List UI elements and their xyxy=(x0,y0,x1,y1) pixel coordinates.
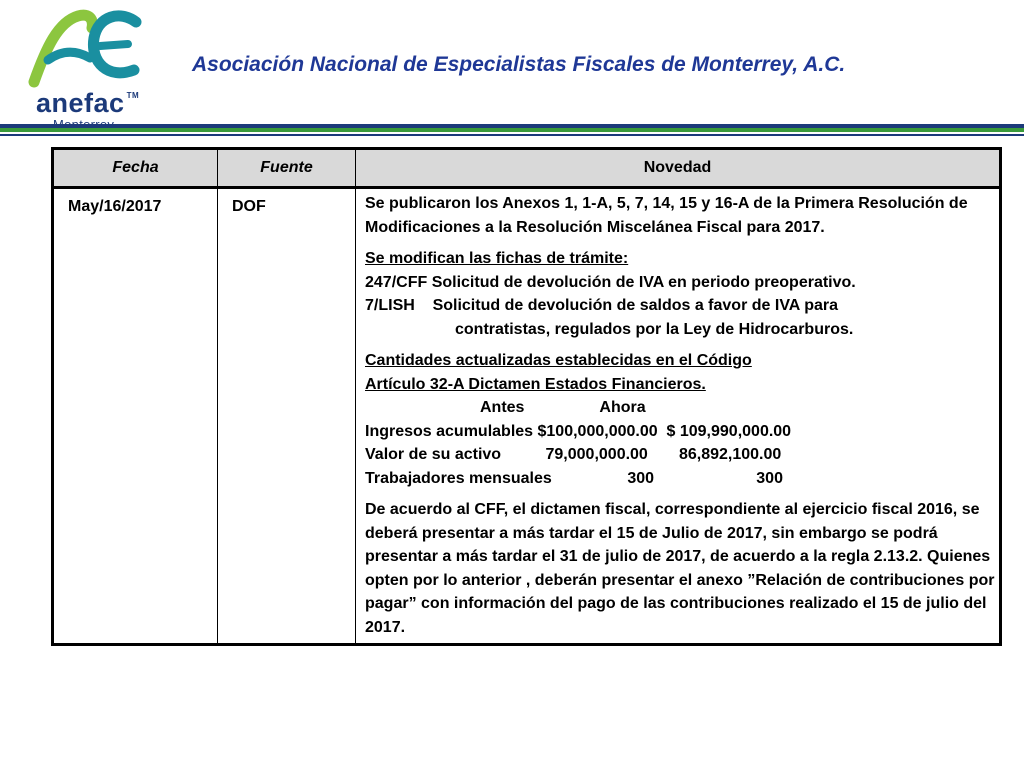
cell-news xyxy=(356,188,1001,645)
news-deadline-paragraph: De acuerdo al CFF, el dictamen fiscal, correspondiente al ejercicio fiscal 2016, se deberá presentar a más tardar el 15 de Julio de 2017, sin embargo se podrá presentar a más tardar el 31 de julio de 2017, de acuerdo a la regla 2.13.2. Quienes opten por lo anterior , deberán presentar el anexo ”Relación de contribuciones por pagar” con información del pago de las contribuciones realizado el 15 de julio del 2017. xyxy=(365,501,995,636)
cell-date: May/16/2017 xyxy=(53,188,218,645)
header-news: Novedad xyxy=(356,149,1001,188)
amounts-heading-2: Artículo 32-A Dictamen Estados Financieros. xyxy=(365,375,706,393)
procedure-7-lish: 7/LISH Solicitud de devolución de saldos a favor de IVA para xyxy=(365,297,838,314)
procedure-247-cff: 247/CFF Solicitud de devolución de IVA en periodo preoperativo. xyxy=(365,273,856,291)
procedures-heading: Se modifican las fichas de trámite: xyxy=(365,250,629,267)
procedure-7-lish-cont: contratistas, regulados por la Ley de Hidrocarburos. xyxy=(455,320,854,338)
ae-logo-icon xyxy=(28,8,148,88)
organization-title: Asociación Nacional de Especialistas Fiscales de Monterrey, A.C. xyxy=(192,53,846,76)
table-row xyxy=(53,188,1001,645)
cell-source: DOF xyxy=(218,188,356,645)
header-date: Fecha xyxy=(53,149,218,188)
header-divider-navy-thin xyxy=(0,134,1024,136)
amounts-row-income: Ingresos acumulables $100,000,000.00 $ 109,990,000.00 xyxy=(365,422,792,440)
amounts-column-labels: Antes Ahora xyxy=(365,399,646,416)
anefac-logo xyxy=(28,8,148,126)
amounts-row-workers: Trabajadores mensuales 300 300 xyxy=(365,469,783,487)
table-header-row xyxy=(53,149,1001,188)
amounts-heading-1: Cantidades actualizadas establecidas en el Código xyxy=(365,352,752,369)
logo-wordmark: anefac ™ xyxy=(36,88,140,118)
header-source: Fuente xyxy=(218,149,356,188)
news-table xyxy=(51,147,1002,646)
amounts-row-assets: Valor de su activo 79,000,000.00 86,892,100.00 xyxy=(365,446,782,463)
news-annexes-paragraph: Se publicaron los Anexos 1, 1-A, 5, 7, 14, 15 y 16-A de la Primera Resolución de Modificaciones a la Resolución Miscelánea Fiscal para 2017. xyxy=(365,195,968,236)
